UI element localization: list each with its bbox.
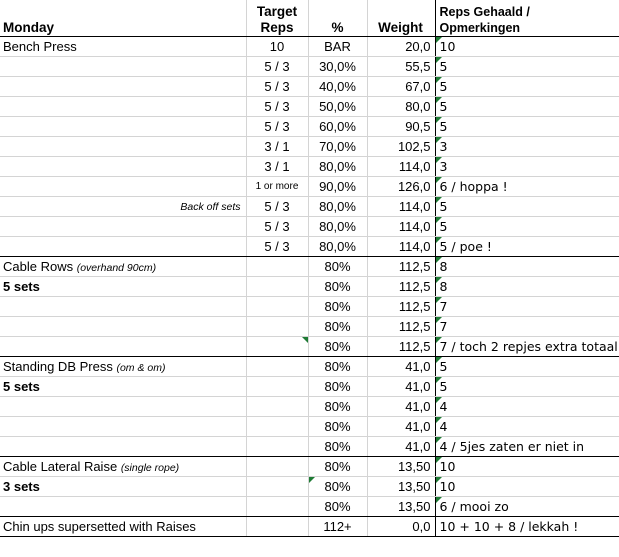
table-row [0, 257, 619, 277]
percent-cell[interactable]: 70,0% [308, 137, 367, 157]
reps-header-line1: Reps Gehaald / [439, 5, 530, 19]
table-row [0, 477, 619, 497]
sets-label[interactable]: 3 sets [0, 477, 246, 497]
weight-cell[interactable]: 0,0 [367, 517, 435, 537]
reps-value: 5 [439, 199, 448, 214]
percent-cell[interactable] [308, 477, 367, 497]
target-reps-header[interactable] [246, 0, 308, 37]
table-row [0, 517, 619, 537]
comment-marker-icon [436, 317, 442, 323]
target-cell[interactable]: 5 / 3 [246, 57, 308, 77]
comment-marker-icon [436, 37, 442, 43]
header-row [0, 0, 619, 37]
comment-marker-icon [436, 337, 442, 343]
reps-value: 6 / mooi zo [439, 499, 509, 514]
target-cell[interactable]: 3 / 1 [246, 137, 308, 157]
reps-value: 4 [439, 399, 448, 414]
target-cell[interactable]: 1 or more [246, 177, 308, 197]
reps-cell[interactable] [435, 277, 619, 297]
reps-cell[interactable] [435, 417, 619, 437]
reps-value: 6 / hoppa ! [439, 179, 508, 194]
comment-marker-icon [302, 337, 308, 343]
percent-cell[interactable]: 80% [308, 277, 367, 297]
weight-cell[interactable]: 112,5 [367, 257, 435, 277]
table-row [0, 337, 619, 357]
target-cell[interactable] [246, 277, 308, 297]
target-cell[interactable] [246, 397, 308, 417]
weight-cell[interactable]: 114,0 [367, 157, 435, 177]
comment-marker-icon [436, 397, 442, 403]
percent-cell[interactable]: 80% [308, 317, 367, 337]
comment-marker-icon [436, 297, 442, 303]
reps-cell[interactable] [435, 317, 619, 337]
target-cell[interactable] [246, 357, 308, 377]
reps-cell[interactable] [435, 97, 619, 117]
comment-marker-icon [436, 117, 442, 123]
table-row [0, 277, 619, 297]
percent-cell[interactable]: 80,0% [308, 157, 367, 177]
name-cell-empty[interactable] [0, 417, 246, 437]
target-cell[interactable]: 3 / 1 [246, 157, 308, 177]
name-cell[interactable] [0, 197, 246, 217]
target-cell[interactable] [246, 297, 308, 317]
name-cell-empty[interactable] [0, 337, 246, 357]
reps-cell[interactable] [435, 137, 619, 157]
table-row [0, 497, 619, 517]
weight-cell[interactable]: 41,0 [367, 437, 435, 457]
weight-cell[interactable]: 114,0 [367, 197, 435, 217]
weight-cell[interactable]: 114,0 [367, 237, 435, 257]
target-cell[interactable] [246, 257, 308, 277]
reps-value: 5 [439, 379, 448, 394]
table-row [0, 137, 619, 157]
weight-cell[interactable]: 90,5 [367, 117, 435, 137]
table-row [0, 417, 619, 437]
reps-value: 7 [439, 299, 448, 314]
reps-value: 5 [439, 359, 448, 374]
name-cell-empty[interactable] [0, 177, 246, 197]
comment-marker-icon [436, 77, 442, 83]
reps-cell[interactable] [435, 57, 619, 77]
percent-cell[interactable]: 90,0% [308, 177, 367, 197]
comment-marker-icon [436, 417, 442, 423]
reps-header[interactable] [435, 0, 619, 37]
weight-cell[interactable]: 102,5 [367, 137, 435, 157]
comment-marker-icon [436, 437, 442, 443]
sets-label[interactable]: 5 sets [0, 377, 246, 397]
percent-cell[interactable]: 80,0% [308, 197, 367, 217]
reps-value: 10 [439, 39, 456, 54]
target-cell[interactable]: 5 / 3 [246, 117, 308, 137]
weight-cell[interactable]: 112,5 [367, 297, 435, 317]
day-title[interactable]: Monday [0, 0, 246, 37]
exercise-label: Cable Lateral Raise [3, 459, 118, 474]
target-header-line1: Target [256, 4, 298, 19]
reps-value: 8 [439, 279, 448, 294]
percent-cell[interactable]: 60,0% [308, 117, 367, 137]
reps-cell[interactable] [435, 37, 619, 57]
exercise-note: (single rope) [120, 462, 180, 474]
target-cell[interactable] [246, 377, 308, 397]
exercise-note: (overhand 90cm) [76, 262, 157, 274]
reps-value: 3 [439, 159, 448, 174]
weight-header[interactable]: Weight [367, 0, 435, 37]
name-cell-empty[interactable] [0, 317, 246, 337]
comment-marker-icon [436, 217, 442, 223]
reps-cell[interactable] [435, 397, 619, 417]
percent-cell[interactable]: 80% [308, 457, 367, 477]
percent-cell[interactable]: 80,0% [308, 237, 367, 257]
comment-marker-icon [436, 177, 442, 183]
weight-cell[interactable]: 112,5 [367, 337, 435, 357]
reps-cell[interactable] [435, 457, 619, 477]
reps-cell[interactable] [435, 357, 619, 377]
reps-value: 10 [439, 479, 456, 494]
reps-value: 5 [439, 99, 448, 114]
reps-cell[interactable] [435, 117, 619, 137]
name-cell-empty[interactable] [0, 497, 246, 517]
target-cell[interactable] [246, 317, 308, 337]
percent-cell[interactable]: 80% [308, 257, 367, 277]
table-row [0, 97, 619, 117]
reps-value: 5 [439, 59, 448, 74]
percent-cell[interactable]: 80% [308, 357, 367, 377]
name-cell-empty[interactable] [0, 157, 246, 177]
reps-value: 10 [439, 459, 456, 474]
name-cell-empty[interactable] [0, 137, 246, 157]
exercise-label: Standing DB Press [3, 359, 113, 374]
comment-marker-icon [436, 457, 442, 463]
exercise-note: (om & om) [116, 362, 166, 374]
target-cell[interactable]: 5 / 3 [246, 237, 308, 257]
sets-label[interactable]: 5 sets [0, 277, 246, 297]
target-header-line2: Reps [260, 20, 294, 35]
table-row [0, 457, 619, 477]
target-cell[interactable]: 5 / 3 [246, 77, 308, 97]
name-cell-empty[interactable] [0, 117, 246, 137]
reps-cell[interactable] [435, 217, 619, 237]
name-cell-empty[interactable] [0, 77, 246, 97]
target-cell[interactable]: 10 [246, 37, 308, 57]
reps-cell[interactable] [435, 377, 619, 397]
percent-cell[interactable]: 80% [308, 337, 367, 357]
table-row [0, 57, 619, 77]
reps-cell[interactable] [435, 297, 619, 317]
comment-marker-icon [436, 277, 442, 283]
percent-cell[interactable]: 80% [308, 417, 367, 437]
name-cell-empty[interactable] [0, 57, 246, 77]
percent-cell[interactable]: BAR [308, 37, 367, 57]
table-row [0, 177, 619, 197]
comment-marker-icon [436, 357, 442, 363]
percent-cell[interactable]: 80% [308, 397, 367, 417]
target-cell[interactable] [246, 497, 308, 517]
exercise-name-db-press[interactable] [0, 357, 246, 377]
reps-value: 5 [439, 219, 448, 234]
target-cell[interactable]: 5 / 3 [246, 197, 308, 217]
percent-cell[interactable]: 80% [308, 497, 367, 517]
target-cell[interactable] [246, 457, 308, 477]
percent-cell[interactable]: 40,0% [308, 77, 367, 97]
reps-cell[interactable] [435, 477, 619, 497]
reps-cell[interactable] [435, 497, 619, 517]
comment-marker-icon [436, 257, 442, 263]
table-row [0, 217, 619, 237]
reps-cell[interactable] [435, 517, 619, 537]
target-cell[interactable] [246, 517, 308, 537]
table-row [0, 437, 619, 457]
name-cell-empty[interactable] [0, 217, 246, 237]
target-cell[interactable] [246, 417, 308, 437]
target-cell[interactable]: 5 / 3 [246, 97, 308, 117]
table-row [0, 357, 619, 377]
name-cell-empty[interactable] [0, 437, 246, 457]
table-row [0, 377, 619, 397]
weight-cell[interactable]: 55,5 [367, 57, 435, 77]
table-row [0, 397, 619, 417]
table-row [0, 237, 619, 257]
comment-marker-icon [436, 377, 442, 383]
reps-cell[interactable] [435, 157, 619, 177]
weight-cell[interactable]: 67,0 [367, 77, 435, 97]
weight-cell[interactable]: 41,0 [367, 417, 435, 437]
weight-cell[interactable]: 126,0 [367, 177, 435, 197]
percent-cell[interactable]: 80% [308, 377, 367, 397]
table-row [0, 317, 619, 337]
reps-value: 5 [439, 79, 448, 94]
weight-cell[interactable]: 114,0 [367, 217, 435, 237]
weight-cell[interactable]: 41,0 [367, 357, 435, 377]
exercise-name-cable-rows[interactable] [0, 257, 246, 277]
reps-value: 3 [439, 139, 448, 154]
target-cell[interactable] [246, 337, 308, 357]
reps-value: 4 / 5jes zaten er niet in [439, 439, 585, 454]
weight-cell[interactable]: 80,0 [367, 97, 435, 117]
comment-marker-icon [436, 97, 442, 103]
comment-marker-icon [436, 137, 442, 143]
reps-value: 5 [439, 119, 448, 134]
name-cell-empty[interactable] [0, 97, 246, 117]
table-row [0, 197, 619, 217]
comment-marker-icon [436, 497, 442, 503]
percent-cell[interactable]: 80,0% [308, 217, 367, 237]
weight-cell[interactable]: 41,0 [367, 377, 435, 397]
percent-header[interactable]: % [308, 0, 367, 37]
weight-cell[interactable]: 20,0 [367, 37, 435, 57]
weight-cell[interactable]: 13,50 [367, 457, 435, 477]
comment-marker-icon [436, 237, 442, 243]
exercise-name-chinups[interactable]: Chin ups supersetted with Raises [0, 517, 246, 537]
reps-value: 8 [439, 259, 448, 274]
reps-cell[interactable] [435, 237, 619, 257]
weight-cell[interactable]: 13,50 [367, 497, 435, 517]
table-row [0, 77, 619, 97]
name-cell-empty[interactable] [0, 397, 246, 417]
reps-header-line2: Opmerkingen [439, 21, 521, 35]
table-row [0, 297, 619, 317]
reps-cell[interactable] [435, 177, 619, 197]
name-cell-empty[interactable] [0, 237, 246, 257]
percent-value: 80% [324, 479, 351, 494]
comment-marker-icon [309, 477, 315, 483]
reps-value: 10 + 10 + 8 / lekkah ! [439, 519, 579, 534]
backoff-sets-label: Back off sets [180, 200, 241, 213]
percent-cell[interactable]: 80% [308, 437, 367, 457]
reps-value: 7 / toch 2 repjes extra totaal [439, 339, 618, 354]
weight-cell[interactable]: 41,0 [367, 397, 435, 417]
exercise-name-bench[interactable]: Bench Press [0, 37, 246, 57]
reps-cell[interactable] [435, 77, 619, 97]
percent-cell[interactable]: 112+ [308, 517, 367, 537]
comment-marker-icon [436, 57, 442, 63]
comment-marker-icon [436, 477, 442, 483]
reps-value: 4 [439, 419, 448, 434]
percent-cell[interactable]: 50,0% [308, 97, 367, 117]
target-cell[interactable] [246, 477, 308, 497]
reps-value: 5 / poe ! [439, 239, 492, 254]
reps-cell[interactable] [435, 437, 619, 457]
reps-cell[interactable] [435, 337, 619, 357]
comment-marker-icon [436, 197, 442, 203]
table-row [0, 157, 619, 177]
target-cell[interactable] [246, 437, 308, 457]
comment-marker-icon [436, 157, 442, 163]
weight-cell[interactable]: 112,5 [367, 277, 435, 297]
reps-value: 7 [439, 319, 448, 334]
reps-cell[interactable] [435, 197, 619, 217]
exercise-label: Cable Rows [3, 259, 74, 274]
target-cell[interactable]: 5 / 3 [246, 217, 308, 237]
weight-cell[interactable]: 13,50 [367, 477, 435, 497]
name-cell-empty[interactable] [0, 297, 246, 317]
table-row [0, 37, 619, 57]
table-row [0, 117, 619, 137]
percent-cell[interactable]: 30,0% [308, 57, 367, 77]
exercise-name-lateral-raise[interactable] [0, 457, 246, 477]
reps-cell[interactable] [435, 257, 619, 277]
percent-cell[interactable]: 80% [308, 297, 367, 317]
weight-cell[interactable]: 112,5 [367, 317, 435, 337]
